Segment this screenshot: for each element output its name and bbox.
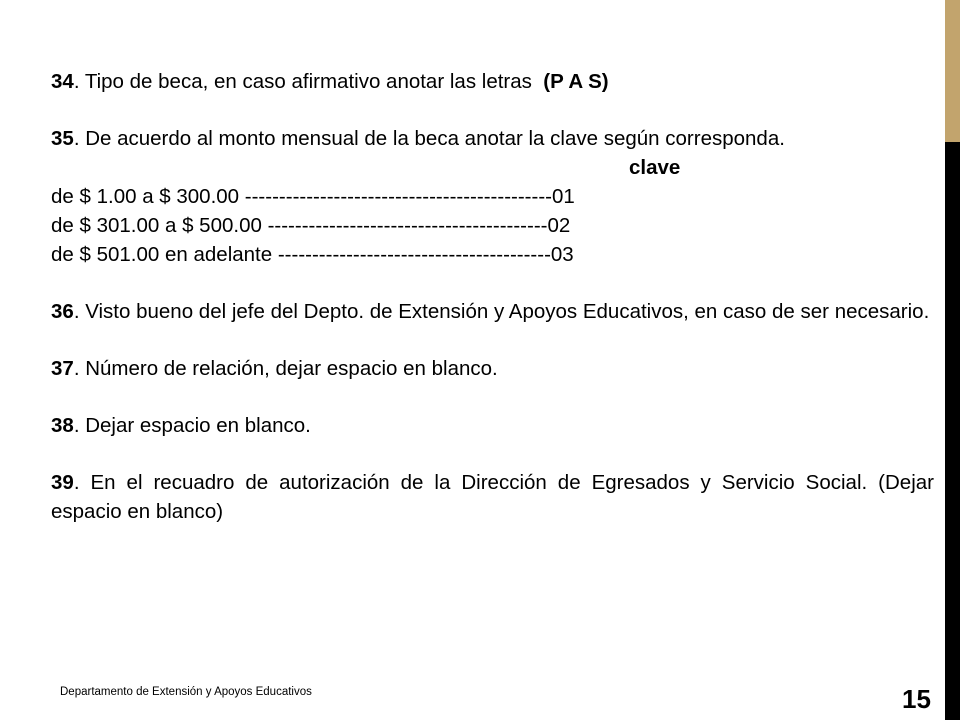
item-35 xyxy=(51,124,934,153)
item-number: 37 xyxy=(51,357,74,380)
item-text: . Visto bueno del jefe del Depto. de Extensión y Apoyos Educativos, en caso de ser necesario. xyxy=(73,300,930,323)
slide-content xyxy=(51,67,934,526)
range-line-2: de $ 301.00 a $ 500.00 -----------------------------------------02 xyxy=(51,214,571,237)
item-text: . Número de relación, dejar espacio en blanco. xyxy=(73,357,498,380)
range-line-3: de $ 501.00 en adelante ----------------------------------------03 xyxy=(51,243,574,266)
item-number: 35 xyxy=(51,127,74,150)
item-38 xyxy=(51,411,934,440)
item-text: . De acuerdo al monto mensual de la beca anotar la clave según corresponda. xyxy=(73,127,785,150)
footer-text: Departamento de Extensión y Apoyos Educativos xyxy=(60,686,312,698)
accent-bar-black xyxy=(945,142,960,720)
item-39 xyxy=(51,468,934,526)
clave-label: clave xyxy=(629,156,681,179)
item-37 xyxy=(51,354,934,383)
item-number: 38 xyxy=(51,414,74,437)
range-line-1: de $ 1.00 a $ 300.00 ---------------------------------------------01 xyxy=(51,185,575,208)
item-number: 36 xyxy=(51,300,74,323)
accent-bar-gold xyxy=(945,0,960,142)
page-number: 15 xyxy=(902,684,931,714)
item-number: 39 xyxy=(51,471,74,494)
item-text: . Tipo de beca, en caso afirmativo anotar las letras xyxy=(73,70,544,93)
item-text: . Dejar espacio en blanco. xyxy=(73,414,311,437)
item-36 xyxy=(51,297,934,326)
item-text: . En el recuadro de autorización de la Dirección de Egresados y Servicio Social. (Dejar espacio en blanco) xyxy=(51,471,934,523)
item-34 xyxy=(51,67,934,96)
item-bold-tail: (P A S) xyxy=(543,70,609,93)
item-number: 34 xyxy=(51,70,74,93)
